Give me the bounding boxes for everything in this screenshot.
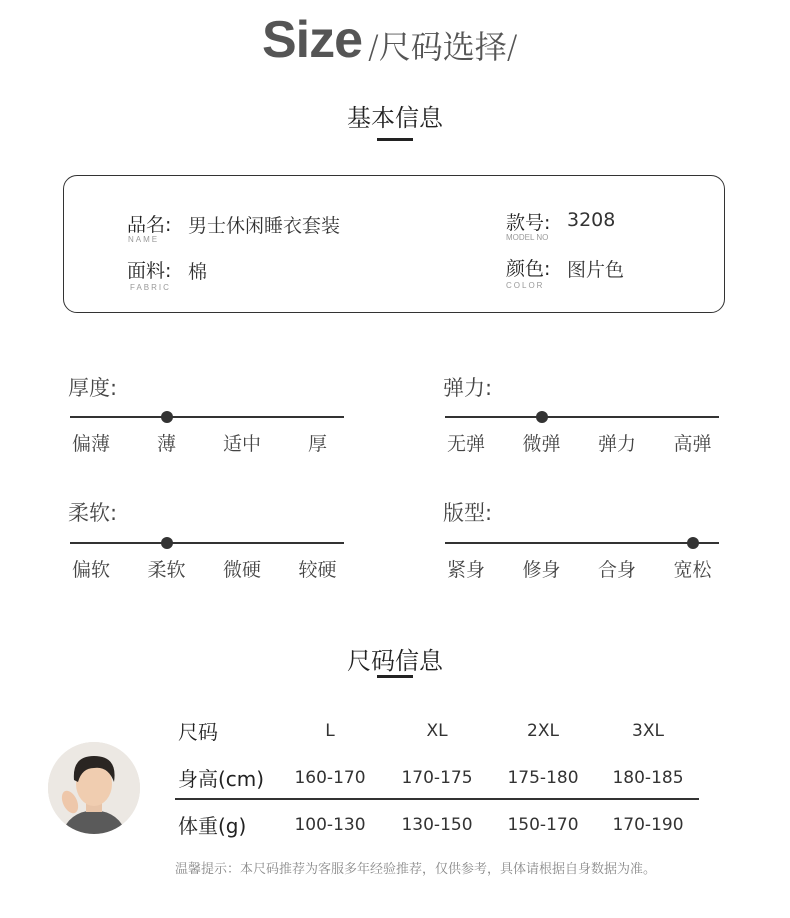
color-value: 图片色 [567, 259, 625, 281]
elasticity-option: 弹力 [597, 433, 636, 455]
fabric-label: 面料: [127, 260, 172, 282]
softness-option: 偏软 [71, 559, 110, 581]
size-info-heading: 尺码信息 [347, 647, 443, 675]
thickness-selected-marker [161, 411, 173, 423]
fit-option: 合身 [597, 559, 636, 581]
model-value: 3208 [567, 209, 616, 231]
color-en: COLOR [506, 281, 545, 290]
size-table-cell: 180-185 [612, 768, 684, 788]
thickness-option: 偏薄 [71, 433, 110, 455]
fit-option: 紧身 [446, 559, 485, 581]
model-avatar [48, 742, 140, 834]
thickness-option: 薄 [156, 433, 176, 455]
thickness-option: 适中 [222, 433, 261, 455]
model-en: MODEL NO [506, 233, 549, 242]
softness-option: 微硬 [222, 559, 261, 581]
fit-scale-title: 版型: [443, 501, 493, 525]
elasticity-selected-marker [536, 411, 548, 423]
size-note: 温馨提示：本尺码推荐为客服多年经验推荐，仅供参考，具体请根据自身数据为准。 [175, 862, 657, 877]
fabric-en: FABRIC [130, 283, 171, 292]
size-table-rule [175, 798, 699, 800]
elasticity-option: 无弹 [446, 433, 485, 455]
size-table-cell: 130-150 [401, 815, 473, 835]
size-table-cell: 150-170 [507, 815, 579, 835]
page-title: Size [262, 11, 363, 69]
product-info-card [63, 175, 725, 313]
fit-option: 修身 [522, 559, 561, 581]
color-label: 颜色: [506, 258, 551, 280]
size-table-cell: L [325, 721, 335, 741]
basic-info-underline [377, 138, 413, 141]
softness-scale-title: 柔软: [68, 501, 118, 525]
size-table-cell: 100-130 [294, 815, 366, 835]
fit-option: 宽松 [673, 559, 712, 581]
size-table-cell: 3XL [632, 721, 664, 741]
model-label: 款号: [506, 212, 551, 234]
size-row-label: 尺码 [178, 720, 218, 744]
elasticity-option: 微弹 [522, 433, 561, 455]
page-subtitle: /尺码选择/ [368, 28, 518, 66]
size-info-underline [377, 675, 413, 678]
size-table-cell: 175-180 [507, 768, 579, 788]
fit-scale-track [445, 542, 719, 544]
size-table-cell: 2XL [527, 721, 559, 741]
elasticity-scale-title: 弹力: [443, 376, 493, 400]
fabric-value: 棉 [188, 261, 208, 283]
softness-selected-marker [161, 537, 173, 549]
size-table-cell: 170-175 [401, 768, 473, 788]
softness-scale-track [70, 542, 344, 544]
name-label: 品名: [127, 214, 172, 236]
size-table-cell: 160-170 [294, 768, 366, 788]
elasticity-option: 高弹 [673, 433, 712, 455]
name-value: 男士休闲睡衣套装 [188, 215, 341, 237]
size-table-cell: 170-190 [612, 815, 684, 835]
basic-info-heading: 基本信息 [347, 104, 443, 132]
name-en: NAME [128, 235, 160, 244]
elasticity-scale-track [445, 416, 719, 418]
thickness-option: 厚 [307, 433, 327, 455]
thickness-scale-track [70, 416, 344, 418]
softness-option: 较硬 [298, 559, 337, 581]
size-table-cell: XL [426, 721, 448, 741]
size-row-label: 身高(cm) [178, 767, 265, 791]
fit-selected-marker [687, 537, 699, 549]
size-row-label: 体重(g) [178, 814, 247, 838]
softness-option: 柔软 [147, 559, 186, 581]
thickness-scale-title: 厚度: [68, 376, 118, 400]
